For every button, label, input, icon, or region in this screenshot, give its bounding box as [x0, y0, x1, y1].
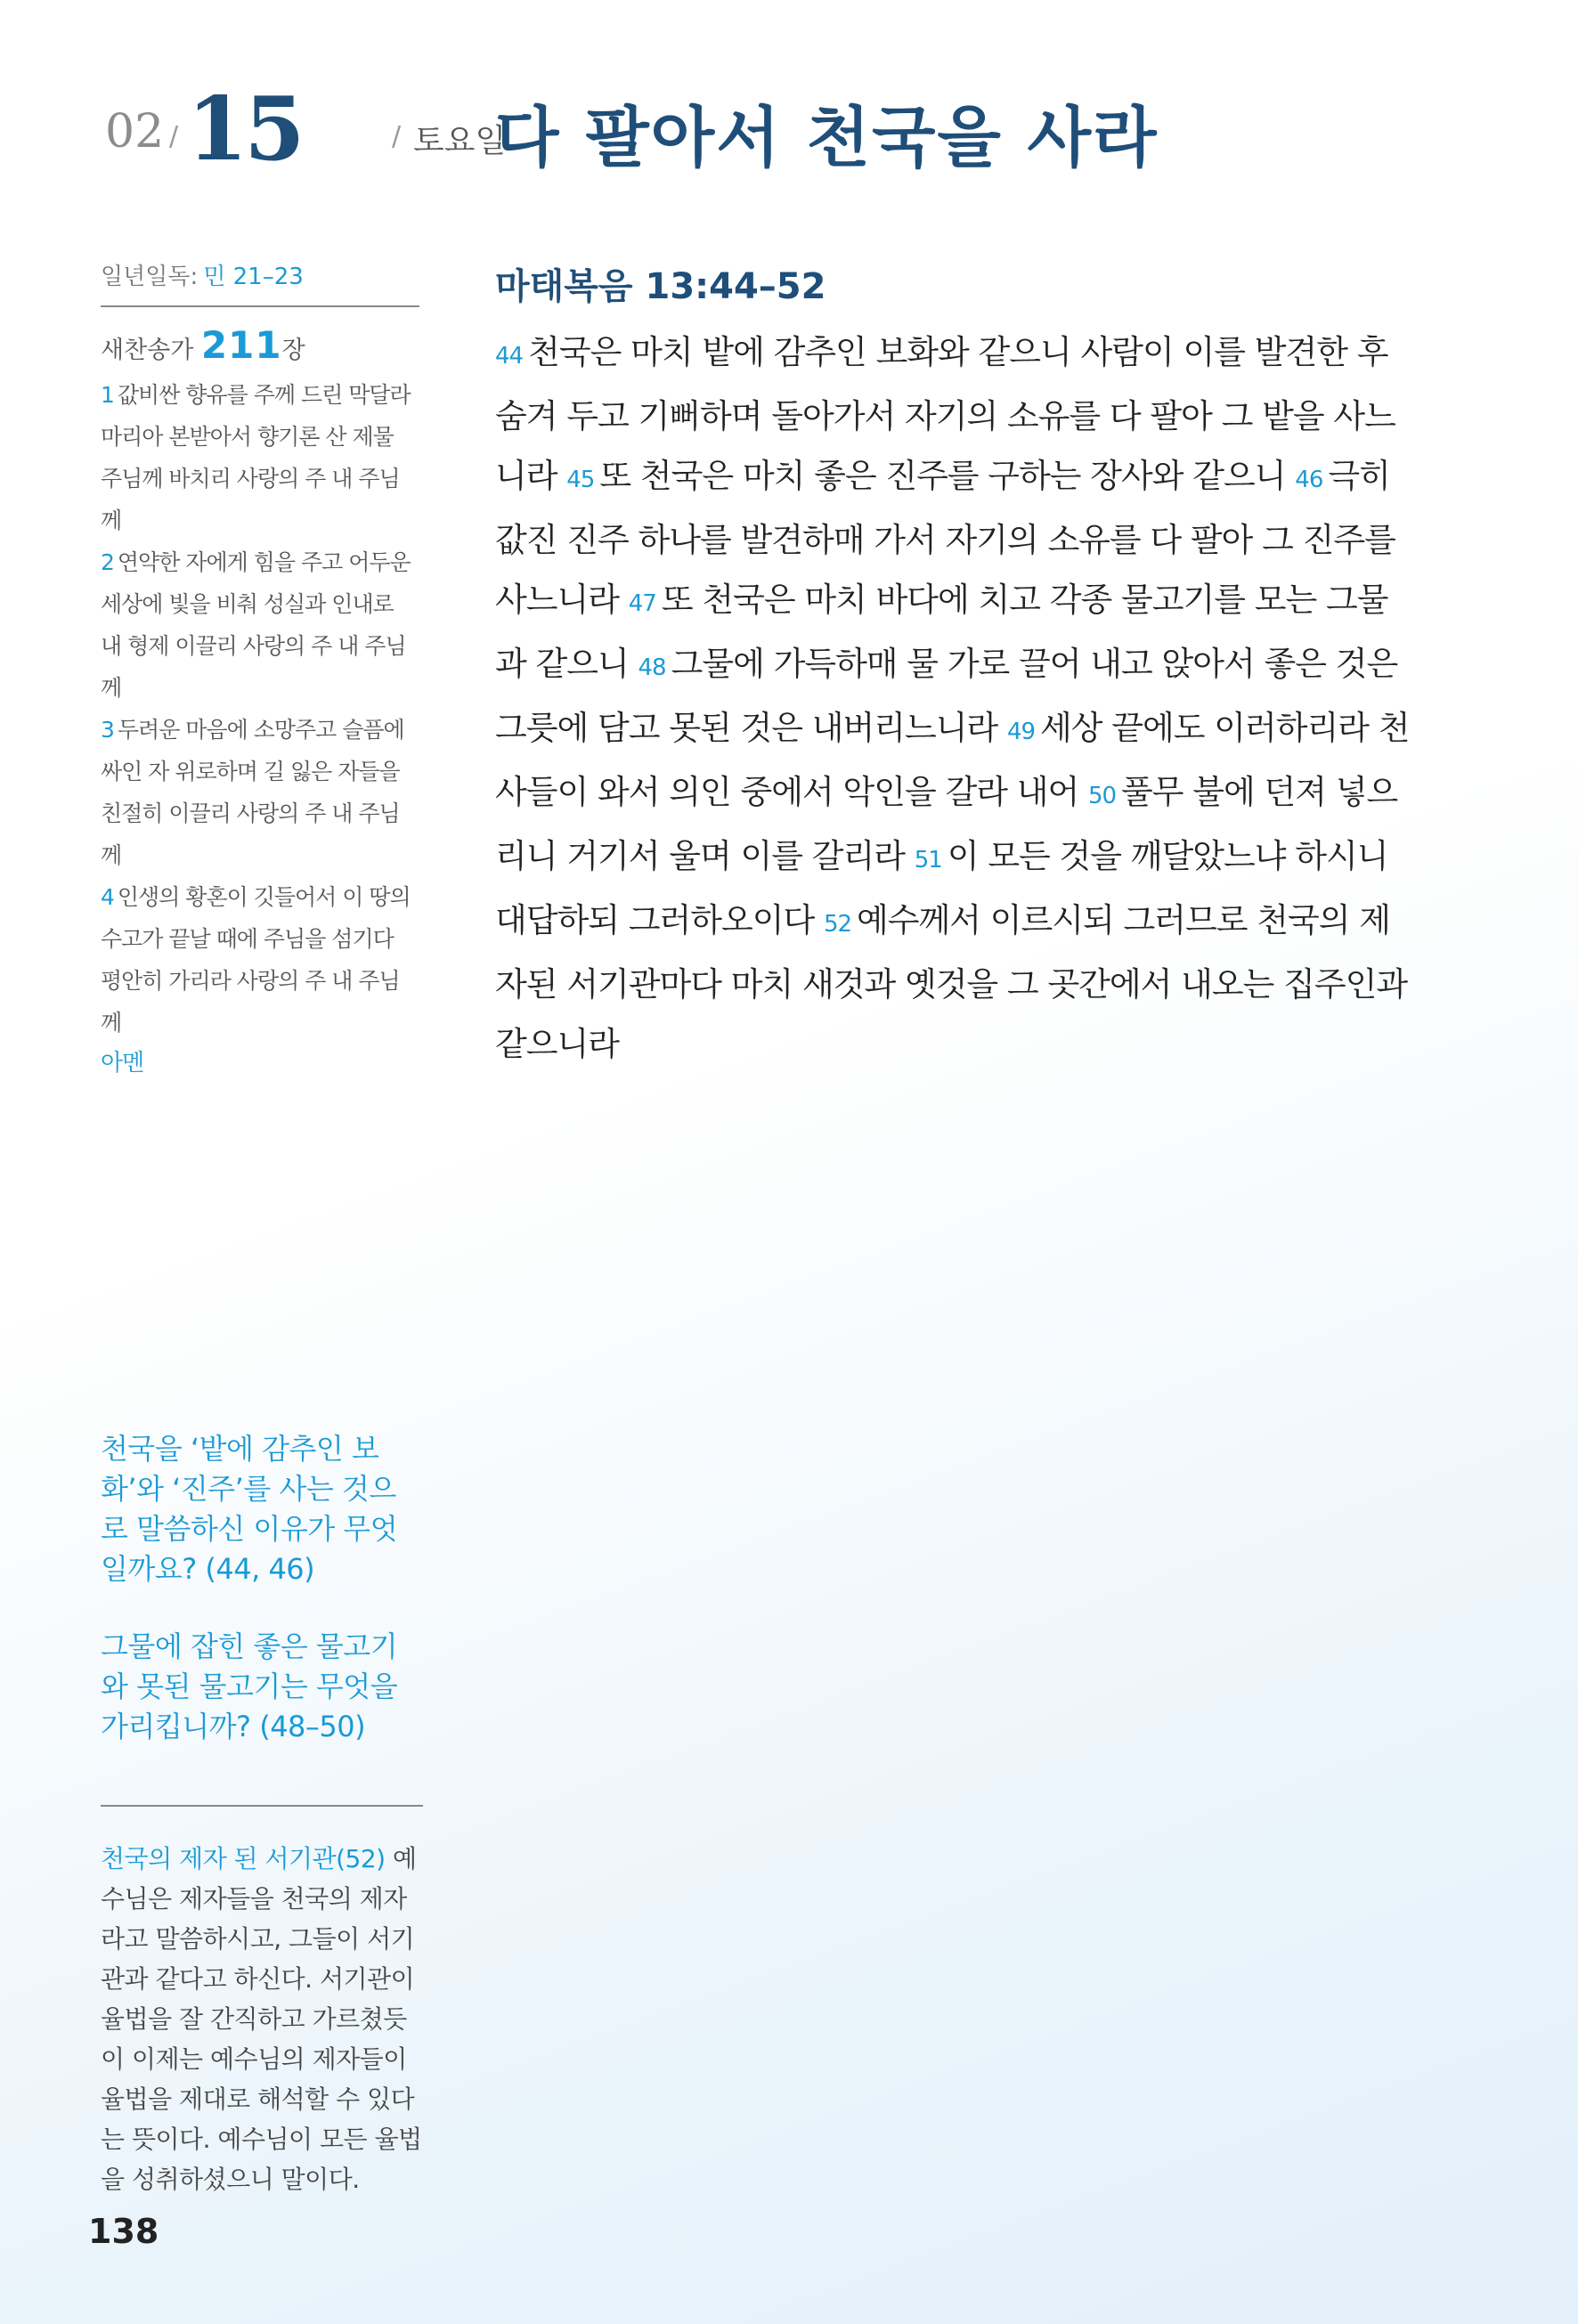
verse-number: 52	[823, 911, 852, 938]
verse-number: 51	[914, 847, 942, 874]
verse-number: 50	[1087, 783, 1117, 809]
verse-text: 극히 값진 진주 하나를 발견하매 가서 자기의 소유를 다 팔아 그 진주를 사느니라	[495, 457, 1395, 619]
verse-text: 그물에 가득하매 물 가로 끌어 내고 앉아서 좋은 것은 그릇에 담고 못된 것은 내버리느니라	[495, 645, 1398, 747]
hymn-verse	[101, 374, 419, 541]
verse-number: 47	[628, 590, 656, 617]
verse-number: 48	[638, 654, 666, 681]
hymn-verse	[101, 709, 419, 876]
reflection-question: 그물에 잡힌 좋은 물고기와 못된 물고기는 무엇을 가리킵니까? (48–50)	[101, 1629, 398, 1743]
hymn-verse-text: 두려운 마음에 소망주고 슬픔에 싸인 자 위로하며 길 잃은 자들을 친절히 이끌리 사랑의 주 내 주님께	[101, 717, 404, 868]
hymn-suffix: 장	[281, 337, 305, 364]
divider	[101, 305, 419, 307]
verse-text: 이 모든 것을 깨달았느냐 하시니 대답하되 그러하오이다	[495, 837, 1388, 939]
commentary-note	[101, 1805, 423, 2199]
verse-text: 천국은 마치 밭에 감추인 보화와 같으니 사람이 이를 발견한 후 숨겨 두고 기뻐하며 돌아가서 자기의 소유를 다 팔아 그 밭을 사느니라	[495, 333, 1395, 495]
hymn-number: 211	[200, 323, 282, 367]
verse-number: 44	[495, 343, 524, 370]
divider	[101, 1805, 423, 1807]
date-separator: /	[392, 121, 402, 152]
verse-text: 예수께서 이르시되 그러므로 천국의 제자된 서기관마다 마치 새것과 옛것을 그 곳간에서 내오는 집주인과 같으니라	[495, 901, 1408, 1063]
sidebar	[101, 258, 419, 1083]
commentary-highlight: 천국의 제자 된 서기관(52)	[101, 1844, 386, 1873]
date-day: 15	[187, 78, 302, 181]
page-number: 138	[88, 2212, 159, 2251]
annual-reading	[101, 258, 419, 291]
hymn-verse-text: 인생의 황혼이 깃들어서 이 땅의 수고가 끝날 때에 주님을 섬기다 평안히 가리라 사랑의 주 내 주님께	[101, 884, 411, 1036]
commentary-text	[101, 1839, 423, 2199]
verse-text: 풀무 불에 던져 넣으리니 거기서 울며 이를 갈리라	[495, 773, 1398, 875]
scripture-passage	[495, 322, 1416, 1074]
annual-reading-label: 일년일독:	[101, 264, 199, 290]
hymn-verse-text: 값비싼 향유를 주께 드린 막달라 마리아 본받아서 향기론 산 제물 주님께 바치리 사랑의 주 내 주님께	[101, 382, 411, 533]
verse-number: 49	[1006, 719, 1036, 745]
hymn-verse	[101, 876, 419, 1044]
annual-reading-value: 민 21–23	[203, 264, 304, 290]
scripture-verse	[566, 457, 1285, 495]
hymn-lyrics	[101, 374, 419, 1083]
hymn-verse-number: 4	[101, 884, 114, 910]
hymn-prefix: 새찬송가	[101, 337, 194, 364]
hymn-verse	[101, 541, 419, 709]
verse-number: 45	[566, 467, 595, 493]
hymn-verse-number: 1	[101, 382, 114, 408]
date-weekday: 토요일	[413, 123, 507, 159]
reflection-question: 천국을 ‘밭에 감추인 보화’와 ‘진주’를 사는 것으로 말씀하신 이유가 무엇일까요? (44, 46)	[101, 1432, 398, 1586]
date-month: 02	[105, 105, 165, 158]
hymn-heading	[101, 323, 419, 367]
scripture-reference: 마태복음 13:44–52	[495, 266, 826, 307]
verse-text: 또 천국은 마치 좋은 진주를 구하는 장사와 같으니	[599, 457, 1286, 495]
verse-number: 46	[1295, 467, 1323, 493]
date-separator: /	[169, 121, 179, 152]
verse-text: 또 천국은 마치 바다에 치고 각종 물고기를 모는 그물과 같으니	[495, 581, 1388, 683]
page-title: 다 팔아서 천국을 사라	[495, 100, 1159, 176]
hymn-verse-text: 연약한 자에게 힘을 주고 어두운 세상에 빛을 비춰 성실과 인내로 내 형제 이끌리 사랑의 주 내 주님께	[101, 549, 411, 701]
hymn-verse-number: 3	[101, 717, 114, 743]
hymn-verse-number: 2	[101, 549, 114, 575]
reflection-questions	[101, 1429, 423, 1784]
hymn-amen: 아멘	[101, 1050, 144, 1077]
commentary-body: 예수님은 제자들을 천국의 제자라고 말씀하시고, 그들이 서기관과 같다고 하신다. 서기관이 율법을 잘 간직하고 가르쳤듯이 이제는 예수님의 제자들이 율법을 제대로 해석할 수 있다는 뜻이다. 예수님이 모든 율법을 성취하셨으니 말이다.	[101, 1844, 422, 2194]
verse-text: 세상 끝에도 이러하리라 천사들이 와서 의인 중에서 악인을 갈라 내어	[495, 709, 1410, 811]
